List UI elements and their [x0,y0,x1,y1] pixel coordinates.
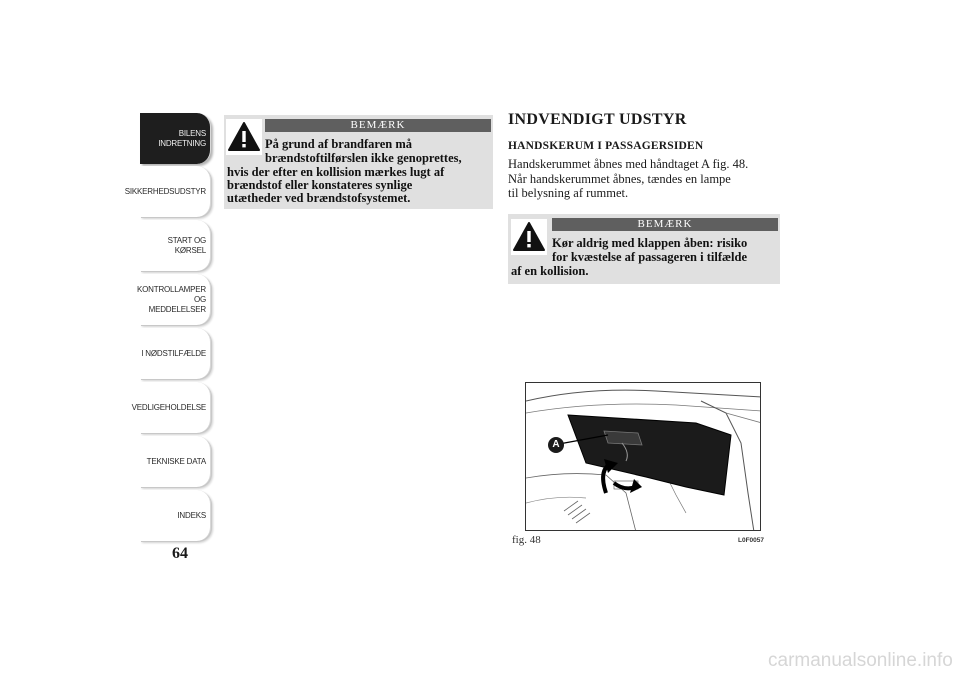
glovebox-figure [525,382,761,531]
tab-kontrollamper[interactable] [137,274,211,325]
footer-watermark: carmanualsonline.info [768,650,953,671]
tab-label: I NØDSTILFÆLDE [141,348,206,358]
figure-caption: fig. 48 [512,534,541,546]
body-line: Handskerummet åbnes med håndtaget A fig. 48. [508,157,749,171]
page-number: 64 [172,545,188,562]
tab-label: START OG KØRSEL [167,235,206,255]
tab-label: VEDLIGEHOLDELSE [131,402,206,412]
tab-indeks[interactable] [140,490,211,541]
note-line: for kvæstelse af passageren i tilfælde [552,250,748,264]
note-header: BEMÆRK [265,119,491,132]
tab-start-og-korsel[interactable] [140,220,211,271]
tab-vedligeholdelse[interactable] [131,382,211,433]
tab-sikkerhedsudstyr[interactable] [124,166,211,217]
tab-tekniske-data[interactable] [140,436,211,487]
tab-label: TEKNISKE DATA [146,456,206,466]
warning-triangle-icon [226,119,262,155]
note-line: Kør aldrig med klappen åben: risiko [552,236,748,250]
note-line: brændstof eller konstateres synlige [227,178,413,192]
section-title: INDVENDIGT UDSTYR [508,111,687,128]
tab-label: KONTROLLAMPER OG MEDDELELSER [137,284,206,314]
callout-a-badge: A [548,437,564,453]
note-line: hvis der efter en kollision mærkes lugt af [227,165,445,179]
body-text [508,157,788,201]
tab-bilens-indretning[interactable] [140,113,211,164]
tab-i-nodstilfaelde[interactable] [140,328,211,379]
tab-label: BILENS INDRETNING [158,128,206,148]
note-header: BEMÆRK [552,218,778,231]
warning-triangle-icon [511,219,547,255]
note-line: af en kollision. [511,264,589,278]
warning-note-fuel [224,115,493,209]
figure-code: L0F0057 [738,537,765,544]
glovebox-illustration [526,383,761,531]
note-line: På grund af brandfaren må [265,137,413,151]
section-subtitle: HANDSKERUM I PASSAGERSIDEN [508,140,704,152]
note-line: utætheder ved brændstofsystemet. [227,191,411,205]
note-line: brændstoftilførslen ikke genoprettes, [265,151,462,165]
tab-label: INDEKS [177,510,206,520]
warning-note-glovebox [508,214,780,284]
body-line: Når handskerummet åbnes, tændes en lampe [508,171,731,186]
body-line: til belysning af rummet. [508,186,629,200]
tab-label: SIKKERHEDSUDSTYR [124,186,206,196]
